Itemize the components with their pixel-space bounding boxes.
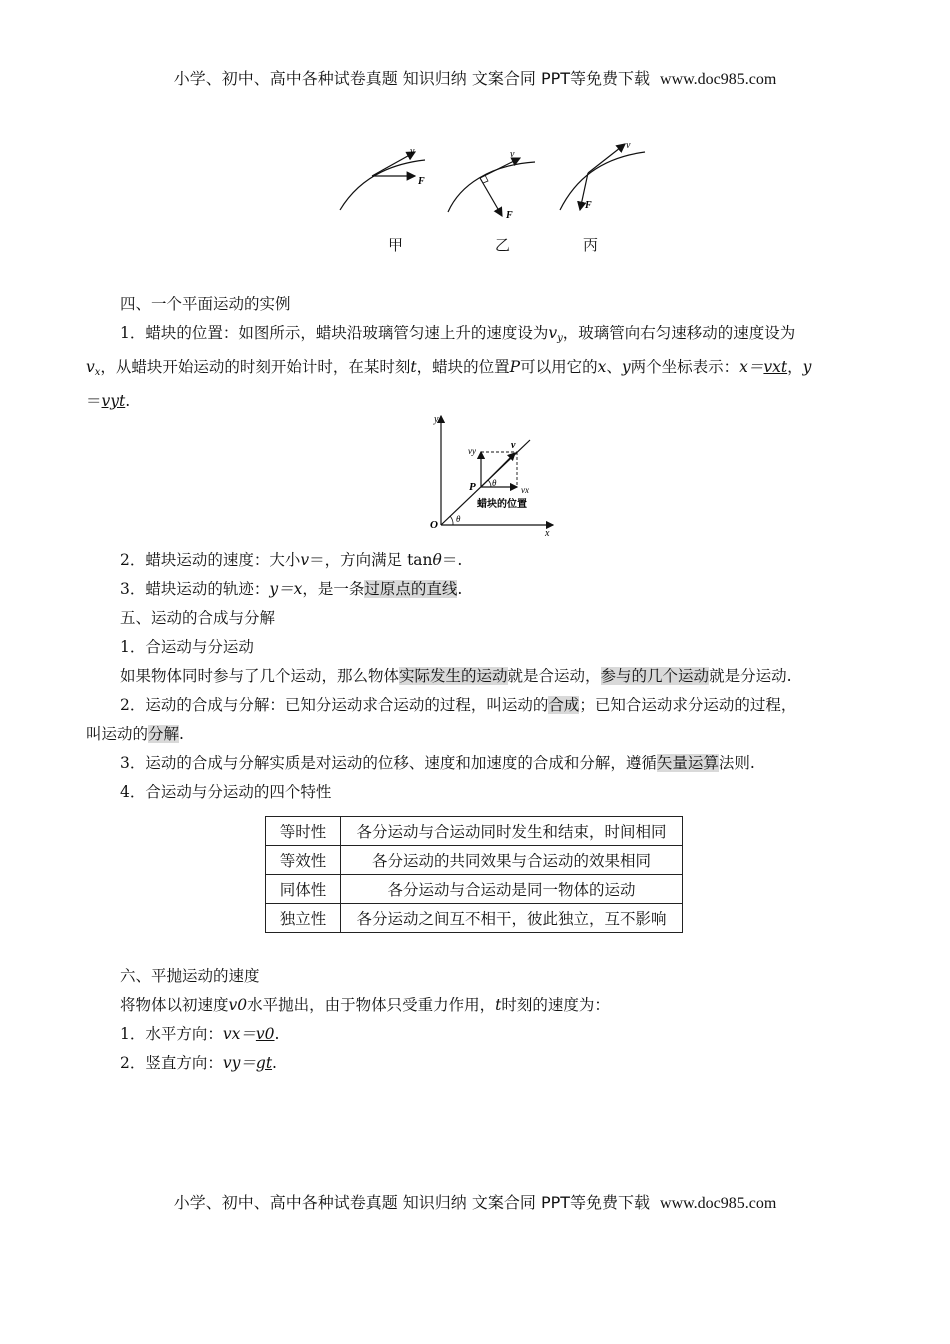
answer-vector-operation: 矢量运算 [656, 754, 719, 772]
section-6-title: 六、平抛运动的速度 [120, 967, 260, 985]
figure-curved-motion [330, 140, 660, 260]
section-4-item-1-line-3: ＝vyt. [86, 392, 131, 410]
table-value: 各分运动与合运动是同一物体的运动 [341, 875, 683, 904]
table-row [266, 817, 683, 846]
fig2-y-axis-label: y [434, 414, 439, 425]
fig2-caption: 蜡块的位置 [477, 499, 527, 510]
section-6-intro: 将物体以初速度v0水平抛出，由于物体只受重力作用，t时刻的速度为： [120, 996, 610, 1014]
banner-site: www.doc985.com [660, 71, 777, 88]
table-key: 同体性 [266, 875, 341, 904]
table-key: 等时性 [266, 817, 341, 846]
figure-curved-motion-drawing [330, 140, 660, 230]
section-4-item-1-line-2: $v_x$，从蜡块开始运动的时刻开始计时，在某时刻t，蜡块的位置P可以用它的x、y两个坐标表示：x＝vxt，y [86, 358, 812, 378]
section-4-title: 四、一个平面运动的实例 [120, 295, 291, 313]
answer-v0: v0 [255, 1025, 275, 1043]
fig1b-F-label: F [506, 210, 513, 221]
table-row [266, 904, 683, 933]
table-key: 独立性 [266, 904, 341, 933]
fig1a-v-label: v [410, 146, 415, 157]
section-6 [86, 962, 866, 1078]
fig2-origin-label: O [430, 519, 438, 531]
fig1a-F-label: F [418, 176, 425, 187]
figure-wax-block-position [425, 408, 565, 538]
answer-composition: 合成 [548, 696, 580, 714]
caption-yi: 乙 [495, 236, 511, 254]
section-4 [86, 290, 866, 416]
answer-vy-t: vyt [101, 392, 126, 410]
footer-banner-site: www.doc985.com [660, 1195, 777, 1212]
answer-vx-t: vxt [763, 358, 788, 376]
fig1b-v-label: v [510, 149, 515, 160]
section-5-item-2-line-1: 2．运动的合成与分解：已知分运动求合运动的过程，叫运动的合成；已知合运动求分运动的过程， [120, 696, 797, 714]
section-4-item-3: 3．蜡块运动的轨迹：y＝x，是一条过原点的直线. [120, 580, 463, 598]
table-value: 各分运动与合运动同时发生和结束，时间相同 [341, 817, 683, 846]
fig2-v-label: v [511, 440, 516, 451]
answer-component-motions: 参与的几个运动 [600, 667, 710, 685]
fig2-P-label: P [469, 481, 476, 493]
section-5-item-2-line-2: 叫运动的分解. [86, 725, 184, 743]
figure-wax-block-drawing [425, 408, 565, 538]
section-4-item-1-line-1: 1．蜡块的位置：如图所示，蜡块沿玻璃管匀速上升的速度设为$v_y$，玻璃管向右匀速移动的速度设为 [120, 324, 796, 344]
fig2-vx-label: vx [521, 485, 529, 495]
footer-banner-text: 小学、初中、高中各种试卷真题 知识归纳 文案合同 PPT等免费下载 [173, 1193, 651, 1212]
section-6-item-2: 2．竖直方向：vy＝gt. [120, 1054, 277, 1072]
fig1c-F-label: F [585, 200, 592, 211]
answer-actual-motion: 实际发生的运动 [399, 667, 508, 685]
header-banner [0, 66, 950, 89]
fig1c-v-label: v [626, 140, 631, 151]
banner-text: 小学、初中、高中各种试卷真题 知识归纳 文案合同 PPT等免费下载 [173, 69, 651, 88]
answer-gt: gt [255, 1054, 273, 1072]
fig2-x-axis-label: x [545, 528, 550, 538]
table-value: 各分运动的共同效果与合运动的效果相同 [341, 846, 683, 875]
answer-decomposition: 分解 [148, 725, 180, 743]
footer-banner [0, 1190, 950, 1213]
section-4-item-2: 2．蜡块运动的速度：大小v＝，方向满足 tanθ＝. [120, 551, 463, 569]
fig2-vy-label: vy [468, 446, 476, 456]
section-4-continued [86, 546, 866, 807]
fig2-theta-2: θ [456, 514, 461, 524]
section-5-item-1-text: 如果物体同时参与了几个运动，那么物体实际发生的运动就是合运动，参与的几个运动就是分运动. [120, 667, 792, 685]
caption-bing: 丙 [583, 236, 599, 254]
table-key: 等效性 [266, 846, 341, 875]
table-value: 各分运动之间互不相干，彼此独立，互不影响 [341, 904, 683, 933]
table-row [266, 875, 683, 904]
fig2-theta-1: θ [492, 478, 497, 488]
section-5-title: 五、运动的合成与分解 [120, 609, 276, 627]
section-5-item-1-title: 1．合运动与分运动 [120, 638, 254, 656]
properties-table [265, 816, 683, 933]
table-row [266, 846, 683, 875]
section-5-item-3: 3．运动的合成与分解实质是对运动的位移、速度和加速度的合成和分解，遵循矢量运算法则. [120, 754, 755, 772]
caption-jia: 甲 [388, 236, 404, 254]
section-6-item-1: 1．水平方向：vx＝v0. [120, 1025, 280, 1043]
section-5-item-4-title: 4．合运动与分运动的四个特性 [120, 783, 332, 801]
answer-line-through-origin: 过原点的直线 [364, 580, 458, 598]
